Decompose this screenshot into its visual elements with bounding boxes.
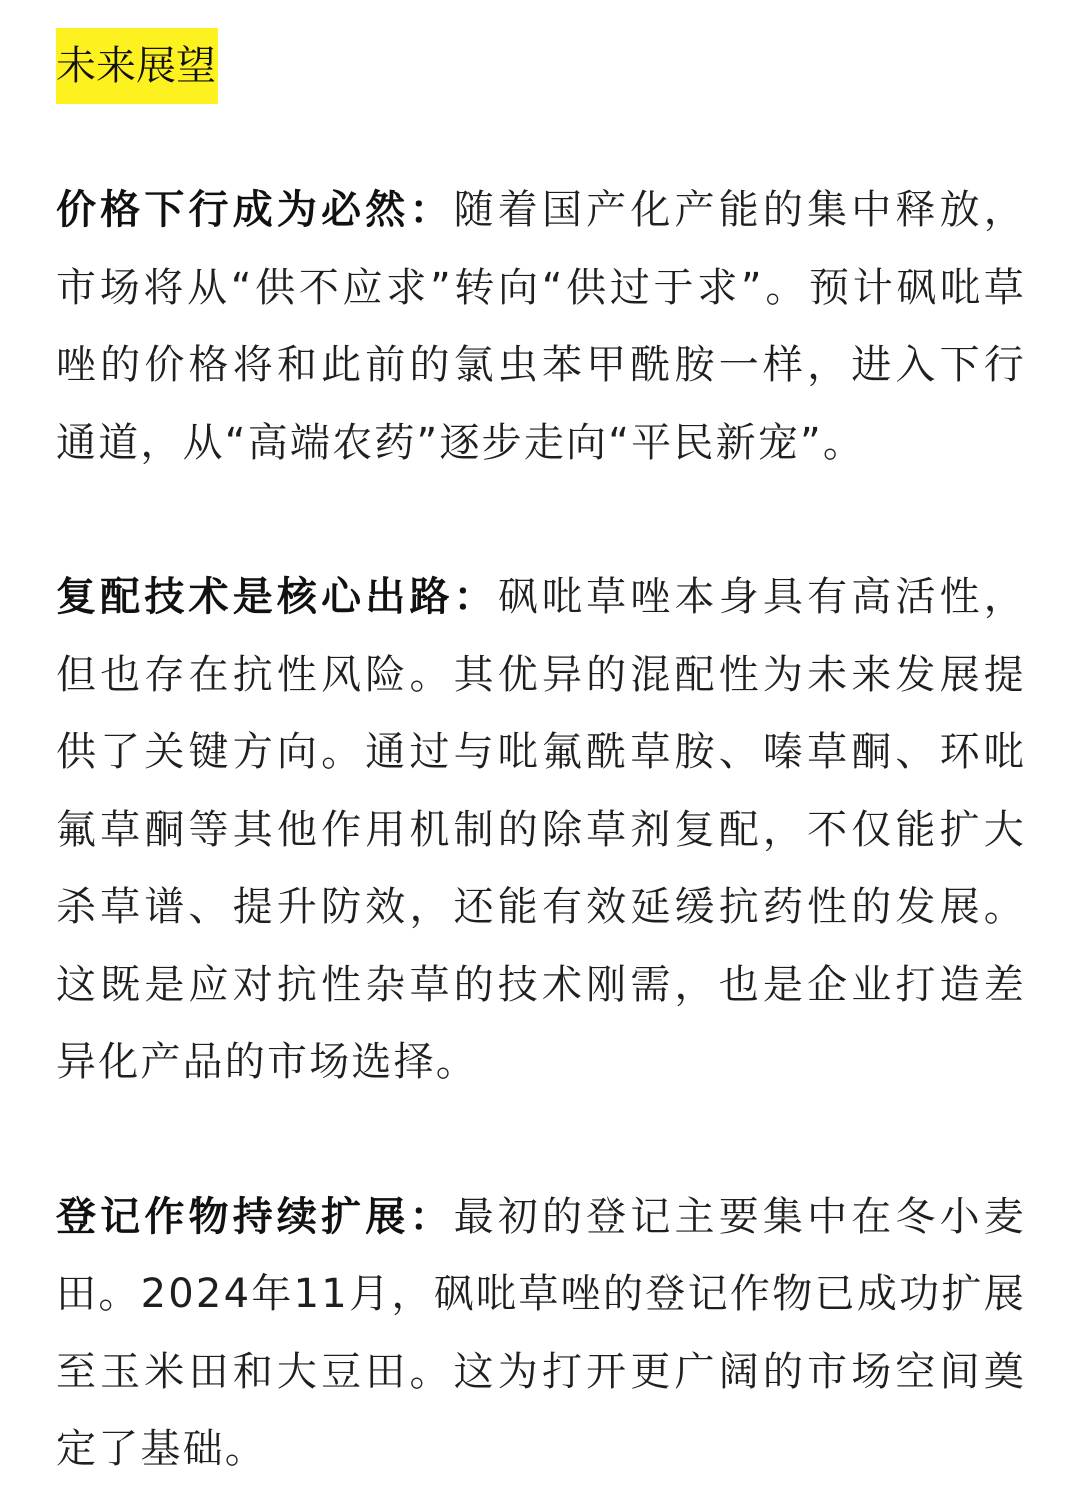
section-title-highlight: 未来展望 [56, 28, 218, 104]
paragraph-lead: 登记作物持续扩展： [56, 1193, 454, 1240]
paragraph-body: 随着国产化产能的集中释放，市场将从“供不应求”转向“供过于求”。预计砜吡草唑的价格将和此前的氯虫苯甲酰胺一样，进入下行通道，从“高端农药”逐步走向“平民新宠”。 [56, 187, 1026, 466]
paragraph-body: 最初的登记主要集中在冬小麦田。2024年11月，砜吡草唑的登记作物已成功扩展至玉米田和大豆田。这为打开更广阔的市场空间奠定了基础。 [56, 1193, 1026, 1472]
paragraph-lead: 价格下行成为必然： [56, 187, 454, 233]
paragraph-price-trend [56, 172, 1026, 482]
paragraph-compound-tech [56, 559, 1026, 1102]
paragraph-lead: 复配技术是核心出路： [56, 574, 498, 620]
paragraph-crop-registration [56, 1179, 1026, 1489]
paragraph-body: 砜吡草唑本身具有高活性，但也存在抗性风险。其优异的混配性为未来发展提供了关键方向。通过与吡氟酰草胺、嗪草酮、环吡氟草酮等其他作用机制的除草剂复配，不仅能扩大杀草谱、提升防效，还能有效延缓抗药性的发展。这既是应对抗性杂草的技术刚需，也是企业打造差异化产品的市场选择。 [56, 574, 1026, 1085]
article-body [56, 28, 1026, 1489]
